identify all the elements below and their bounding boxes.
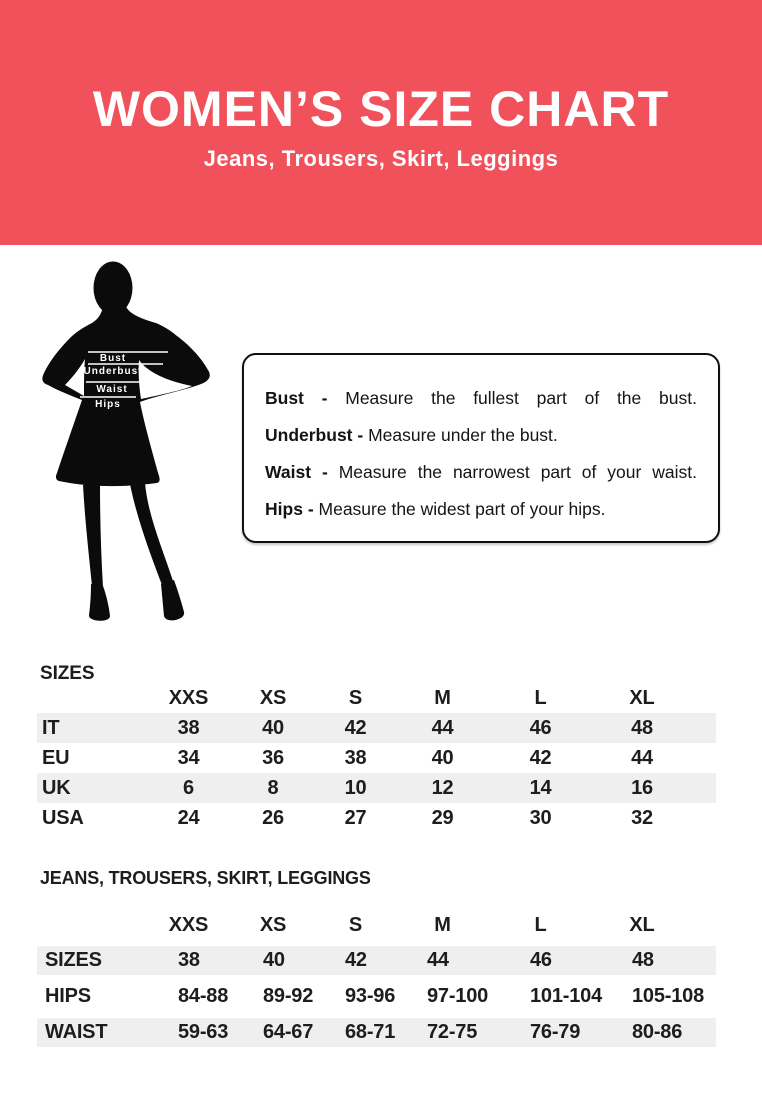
cell: 32 xyxy=(631,806,653,829)
info-line-underbust xyxy=(265,417,697,454)
col-header-s: S xyxy=(348,914,363,936)
row-label: WAIST xyxy=(45,1021,108,1043)
cell: 38 xyxy=(177,716,200,739)
silhouette-left-shoe xyxy=(89,584,110,621)
info-term: Waist xyxy=(265,462,312,482)
info-term: Underbust xyxy=(265,425,353,445)
col-header-xs: XS xyxy=(259,687,287,709)
cell: 10 xyxy=(344,776,367,799)
cell: 101-104 xyxy=(530,985,602,1007)
col-header-xs: XS xyxy=(259,914,287,936)
silhouette-right-leg xyxy=(130,483,173,585)
woman-silhouette xyxy=(40,256,215,626)
cell: 46 xyxy=(530,949,552,971)
cell: 38 xyxy=(344,746,367,769)
underbust-label: Underbust xyxy=(83,366,143,377)
size-table-header-row xyxy=(37,684,716,713)
table-row-uk xyxy=(37,773,716,803)
info-line-bust xyxy=(265,380,697,417)
table-row-waist xyxy=(37,1018,716,1047)
table-row-it xyxy=(37,713,716,743)
info-separator: - xyxy=(321,462,328,482)
cell: 76-79 xyxy=(530,1021,581,1043)
cell: 48 xyxy=(631,716,653,739)
header-banner xyxy=(0,0,762,245)
cell: 44 xyxy=(431,716,454,739)
cell: 68-71 xyxy=(345,1021,396,1043)
cell: 64-67 xyxy=(263,1021,314,1043)
col-header-m: M xyxy=(434,914,451,936)
size-table xyxy=(37,684,716,833)
table-row-usa xyxy=(37,803,716,833)
table-row-eu xyxy=(37,743,716,773)
cell: 72-75 xyxy=(427,1021,478,1043)
cell: 34 xyxy=(177,746,200,769)
cell: 44 xyxy=(427,949,449,971)
cell: 84-88 xyxy=(178,985,229,1007)
cell: 89-92 xyxy=(263,985,314,1007)
cell: 105-108 xyxy=(632,985,704,1007)
row-label: IT xyxy=(42,716,60,739)
cell: 6 xyxy=(183,776,194,799)
cell: 29 xyxy=(431,806,454,829)
measurement-info-box xyxy=(242,353,720,543)
silhouette-left-leg xyxy=(83,485,103,587)
waist-label: Waist xyxy=(96,384,128,395)
col-header-l: L xyxy=(534,687,547,709)
info-line-waist xyxy=(265,454,697,491)
table-row-sizes xyxy=(37,946,716,975)
cell: 30 xyxy=(529,806,552,829)
cell: 40 xyxy=(431,746,454,769)
row-label: USA xyxy=(42,806,84,829)
info-separator: - xyxy=(357,425,364,445)
bust-label: Bust xyxy=(99,353,127,364)
size-table-title: SIZES xyxy=(40,663,95,684)
row-label: UK xyxy=(42,776,71,799)
cell: 26 xyxy=(262,806,284,829)
col-header-s: S xyxy=(348,687,363,709)
cell: 46 xyxy=(529,716,552,739)
col-header-l: L xyxy=(534,914,547,936)
cell: 48 xyxy=(632,949,654,971)
col-header-xxs: XXS xyxy=(168,687,209,709)
page-title: WOMEN’S SIZE CHART xyxy=(92,81,670,137)
info-desc: Measure the narrowest part of your waist. xyxy=(338,462,697,482)
cell: 42 xyxy=(344,716,367,739)
info-term: Hips xyxy=(265,499,303,519)
row-label: SIZES xyxy=(45,949,102,971)
info-line-hips xyxy=(265,491,697,528)
cell: 27 xyxy=(344,806,367,829)
silhouette-right-shoe xyxy=(161,580,184,620)
row-label: EU xyxy=(42,746,70,769)
cell: 14 xyxy=(529,776,552,799)
garment-table-title: JEANS, TROUSERS, SKIRT, LEGGINGS xyxy=(40,868,371,888)
garment-table-header-row xyxy=(37,905,716,946)
col-header-xl: XL xyxy=(629,687,655,709)
table-row-hips xyxy=(37,975,716,1018)
col-header-m: M xyxy=(434,687,451,709)
cell: 24 xyxy=(177,806,200,829)
info-separator: - xyxy=(307,499,314,519)
cell: 42 xyxy=(529,746,552,769)
cell: 40 xyxy=(263,949,285,971)
info-desc: Measure the fullest part of the bust. xyxy=(345,388,697,408)
cell: 80-86 xyxy=(632,1021,683,1043)
cell: 97-100 xyxy=(427,985,489,1007)
page-subtitle: Jeans, Trousers, Skirt, Leggings xyxy=(203,146,559,171)
info-desc: Measure the widest part of your hips. xyxy=(318,499,606,519)
cell: 40 xyxy=(262,716,284,739)
cell: 12 xyxy=(431,776,454,799)
cell: 93-96 xyxy=(345,985,396,1007)
info-desc: Measure under the bust. xyxy=(368,425,558,445)
cell: 16 xyxy=(631,776,653,799)
cell: 42 xyxy=(345,949,367,971)
garment-table xyxy=(37,905,716,1047)
cell: 59-63 xyxy=(178,1021,229,1043)
cell: 36 xyxy=(262,746,284,769)
row-label: HIPS xyxy=(45,985,91,1007)
info-separator: - xyxy=(321,388,328,408)
col-header-xl: XL xyxy=(629,914,655,936)
cell: 8 xyxy=(267,776,279,799)
cell: 38 xyxy=(178,949,200,971)
info-term: Bust xyxy=(265,388,304,408)
cell: 44 xyxy=(631,746,653,769)
col-header-xxs: XXS xyxy=(168,914,209,936)
hips-label: Hips xyxy=(95,399,121,410)
